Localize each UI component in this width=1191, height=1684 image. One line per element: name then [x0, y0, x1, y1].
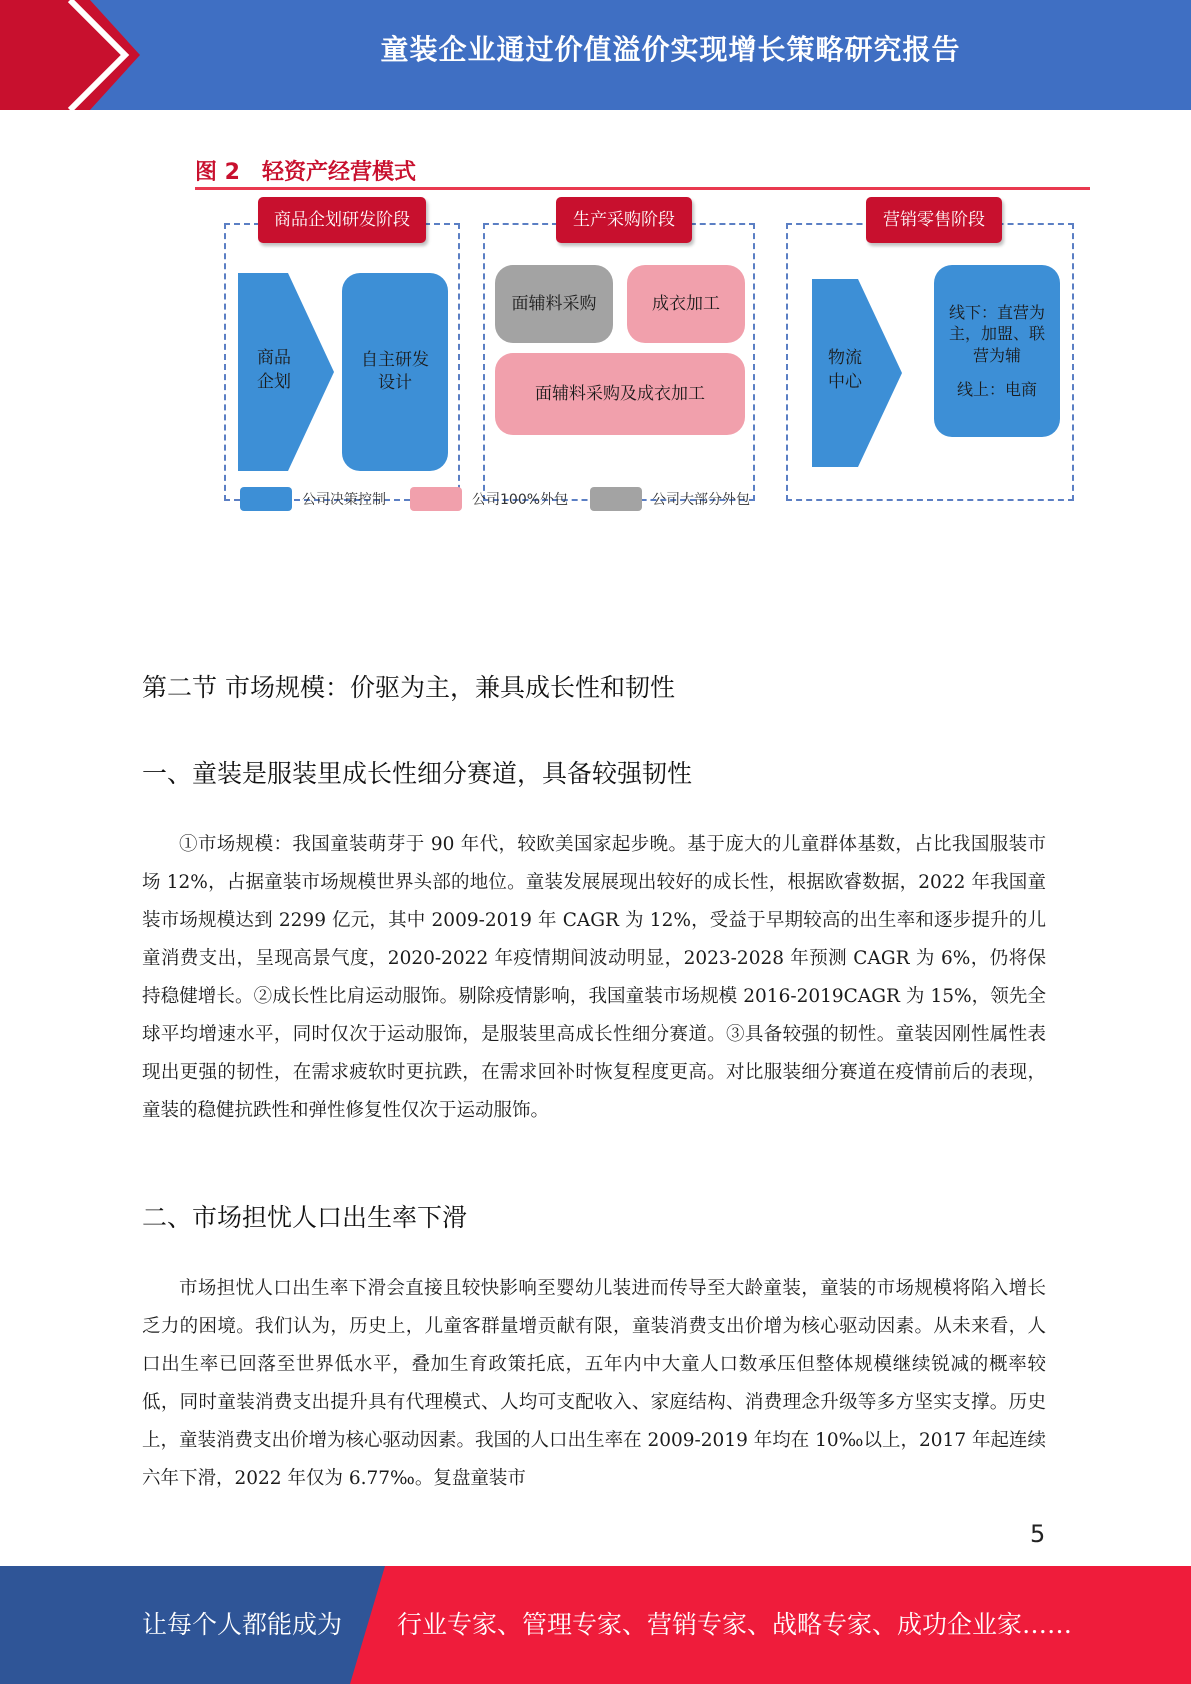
legend-swatch-blue: [240, 487, 292, 511]
subsection-title-birthrate: 二、市场担忧人口出生率下滑: [142, 1203, 468, 1232]
section-title-market-size: 第二节 市场规模：价驱为主，兼具成长性和韧性: [142, 673, 675, 702]
footer-slogan-left: 让每个人都能成为: [142, 1610, 343, 1639]
block-independent-design-line1: 自主研发: [361, 350, 429, 371]
paragraph-growth: ①市场规模：我国童装萌芽于 90 年代，较欧美国家起步晚。基于庞大的儿童群体基数，占比我国服装市场 12%，占据童装市场规模世界头部的地位。童装发展展现出较好的成长性，根据欧睿数据，2022 年我国童装市场规模达到 2299 亿元，其中 2009-2019 年 CAGR 为 12%，受益于早期较高的出生率和逐步提升的儿童消费支出，呈现高景气度，2020-2022 年疫情期间波动明显，2023-2028 年预测 CAGR 为 6%，仍将保持稳健增长。②成长性比肩运动服饰。剔除疫情影响，我国童装市场规模 2016-2019CAGR 为 15%，领先全球平均增速水平，同时仅次于运动服饰，是服装里高成长性细分赛道。③具备较强的韧性。童装因刚性属性表现出更强的韧性，在需求疲软时更抗跌，在需求回补时恢复程度更高。对比服装细分赛道在疫情前后的表现，童装的稳健抗跌性和弹性修复性仅次于运动服饰。: [142, 834, 1046, 1121]
report-title: 童装企业通过价值溢价实现增长策略研究报告: [380, 33, 961, 66]
arrow-logistics-center-line2: 中心: [828, 371, 862, 392]
header-red-chevron: [0, 0, 160, 110]
figure-asset-light-model: [190, 137, 1090, 557]
stage-label-planning: 商品企划研发阶段: [258, 197, 426, 243]
block-sales-channels-online: 线上：电商: [956, 379, 1037, 399]
stage-label-production: 生产采购阶段: [556, 197, 692, 243]
arrow-product-planning-line2: 企划: [257, 371, 291, 392]
legend-label-full-outsource: 公司100%外包: [472, 492, 569, 508]
arrow-product-planning-label: [238, 347, 310, 395]
block-garment-processing: 成衣加工: [627, 265, 745, 343]
legend-label-control: 公司决策控制: [302, 492, 386, 508]
arrow-logistics-center-line1: 物流: [828, 348, 862, 368]
block-sales-channels: [934, 265, 1060, 437]
block-independent-design-line2: 设计: [378, 373, 412, 393]
page-number: 5: [1030, 1520, 1046, 1548]
figure-title: [195, 155, 416, 186]
footer-banner: [0, 1566, 1191, 1684]
figure-caption: 轻资产经营模式: [261, 160, 416, 185]
stage-label-retail: 营销零售阶段: [866, 197, 1002, 243]
legend-mostly-outsource: [590, 487, 750, 511]
subsection-title-growth: 一、童装是服装里成长性细分赛道，具备较强韧性: [142, 759, 693, 788]
block-materials-and-processing: 面辅料采购及成衣加工: [495, 353, 745, 435]
legend-swatch-gray: [590, 487, 642, 511]
legend-company-control: [240, 487, 386, 511]
block-sales-channels-line1: 线下：直营为: [948, 302, 1045, 322]
arrow-logistics-center-label: [812, 347, 878, 395]
block-independent-design: [342, 273, 448, 471]
legend-label-mostly-outsource: 公司大部分外包: [652, 492, 750, 508]
block-sales-channels-line2: 主，加盟、联: [948, 324, 1045, 344]
figure-title-rule: [195, 187, 1090, 190]
paragraph-birthrate: 市场担忧人口出生率下滑会直接且较快影响至婴幼儿装进而传导至大龄童装，童装的市场规模将陷入增长乏力的困境。我们认为，历史上，儿童客群量增贡献有限，童装消费支出价增为核心驱动因素。从未来看，人口出生率已回落至世界低水平，叠加生育政策托底，五年内中大童人口数承压但整体规模继续锐减的概率较低，同时童装消费支出提升具有代理模式、人均可支配收入、家庭结构、消费理念升级等多方坚实支撑。历史上，童装消费支出价增为核心驱动因素。我国的人口出生率在 2009-2019 年均在 10‰以上，2017 年起连续六年下滑，2022 年仅为 6.77‰。复盘童装市: [142, 1278, 1046, 1489]
block-sales-channels-line3: 营为辅: [972, 346, 1021, 365]
footer-slogan-right: 行业专家、管理专家、营销专家、战略专家、成功企业家……: [397, 1610, 1073, 1639]
block-materials-purchase: 面辅料采购: [495, 265, 613, 343]
figure-number: 图 2: [195, 160, 240, 185]
legend-swatch-pink: [410, 487, 462, 511]
header-banner: [0, 0, 1191, 110]
legend-full-outsource: [410, 487, 568, 511]
arrow-product-planning-line1: 商品: [257, 348, 291, 368]
